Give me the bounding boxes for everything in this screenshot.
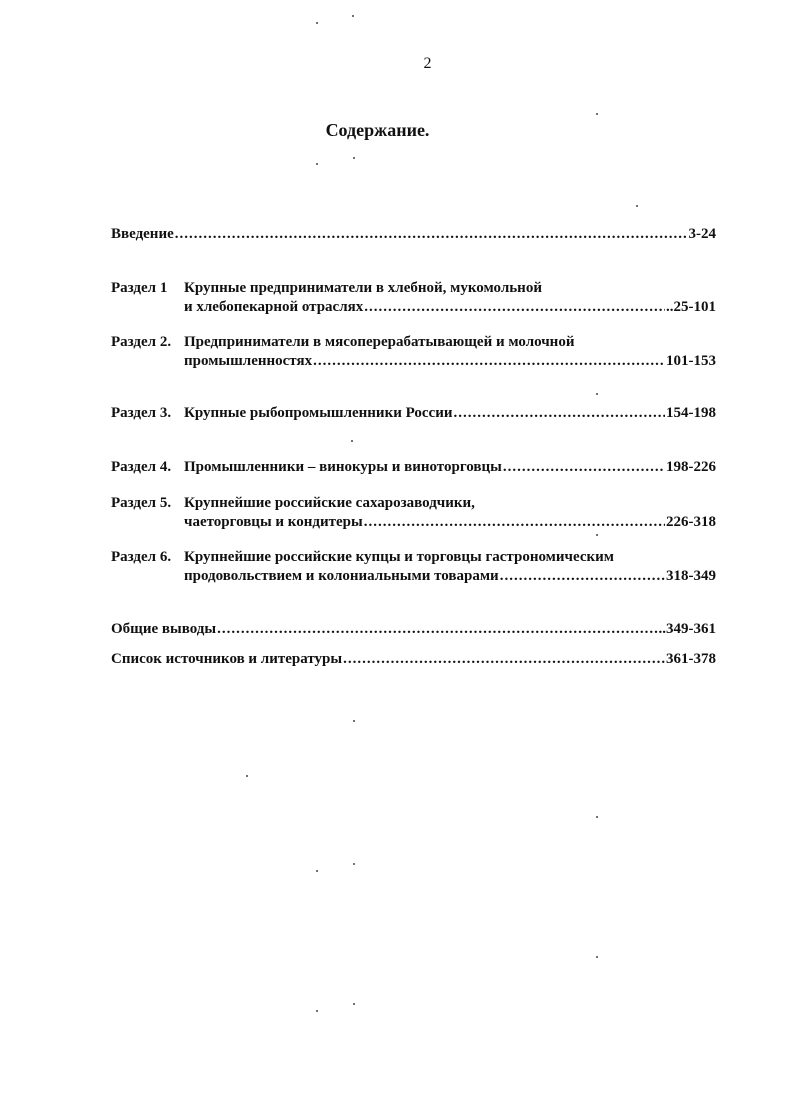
scan-speck: [636, 205, 638, 207]
scan-speck: [596, 956, 598, 958]
toc-entry-title: Крупнейшие российские сахарозаводчики,: [184, 495, 475, 511]
toc-entry-title: Крупные рыбопромышленники России: [184, 405, 453, 421]
toc-entry-pages: 361-378: [666, 651, 716, 667]
toc-entry-pages: 3-24: [688, 226, 716, 242]
toc-entry-title-continued: промышленностях: [184, 353, 313, 369]
toc-entry-title: Список источников и литературы: [111, 651, 343, 667]
toc-entry-title: Промышленники – винокуры и виноторговцы: [184, 459, 502, 475]
dot-leader: [217, 620, 657, 639]
toc-entry-title: Предприниматели в мясоперерабатывающей и молочной: [184, 334, 575, 350]
toc-entry-conclusions: [111, 620, 716, 639]
scan-speck: [596, 113, 598, 115]
scan-speck: [351, 440, 353, 442]
scan-speck: [316, 163, 318, 165]
toc-section-label: Раздел 1: [111, 280, 168, 296]
scan-speck: [246, 775, 248, 777]
toc-title: Содержание.: [325, 120, 430, 140]
scan-speck: [316, 22, 318, 24]
toc-section-label: Раздел 5.: [111, 495, 172, 511]
scan-speck: [353, 157, 355, 159]
toc-section-label: Раздел 6.: [111, 549, 172, 565]
toc-entry-title: Крупные предприниматели в хлебной, мукомольной: [184, 280, 542, 296]
dot-leader: [364, 298, 665, 317]
dot-leader: [454, 404, 666, 423]
toc-entry-title-continued: продовольствием и колониальными товарами: [184, 568, 499, 584]
scan-speck: [316, 1010, 318, 1012]
toc-entry-pages: 226-318: [666, 514, 716, 530]
toc-entry-pages: 318-349: [666, 568, 716, 584]
scan-speck: [352, 15, 354, 17]
scan-speck: [596, 816, 598, 818]
toc-entry-section-4: [111, 458, 716, 477]
toc-section-label: Раздел 3.: [111, 405, 172, 421]
toc-entry-pages: ..349-361: [658, 621, 716, 637]
toc-entry-section-5: [111, 494, 716, 532]
toc-section-label: Раздел 4.: [111, 459, 172, 475]
toc-entry-pages: 101-153: [666, 353, 716, 369]
dot-leader: [313, 352, 665, 371]
scan-speck: [353, 1003, 355, 1005]
toc-entry-introduction: [111, 225, 716, 244]
toc-entry-title-continued: чаеторговцы и кондитеры: [184, 514, 363, 530]
toc-entry-title-continued: и хлебопекарной отраслях: [184, 299, 364, 315]
toc-entry-pages: ..25-101: [666, 299, 716, 315]
dot-leader: [175, 225, 688, 244]
toc-entry-pages: 198-226: [666, 459, 716, 475]
toc-entry-title: Общие выводы: [111, 621, 217, 637]
toc-entry-pages: 154-198: [666, 405, 716, 421]
toc-entry-section-2: [111, 333, 716, 371]
scan-speck: [353, 863, 355, 865]
dot-leader: [364, 513, 665, 532]
toc-entry-section-6: [111, 548, 716, 586]
scan-speck: [353, 720, 355, 722]
toc-entry-bibliography: [111, 650, 716, 669]
scan-speck: [316, 870, 318, 872]
toc-entry-section-3: [111, 404, 716, 423]
scan-speck: [596, 393, 598, 395]
toc-entry-title: Крупнейшие российские купцы и торговцы гастрономическим: [184, 549, 615, 565]
dot-leader: [503, 458, 665, 477]
dot-leader: [500, 567, 665, 586]
scan-speck: [596, 534, 598, 536]
toc-entry-section-1: [111, 279, 716, 317]
dot-leader: [343, 650, 665, 669]
toc-section-label: Раздел 2.: [111, 334, 172, 350]
toc-entry-title: Введение: [111, 226, 174, 242]
page-number: 2: [423, 55, 432, 72]
